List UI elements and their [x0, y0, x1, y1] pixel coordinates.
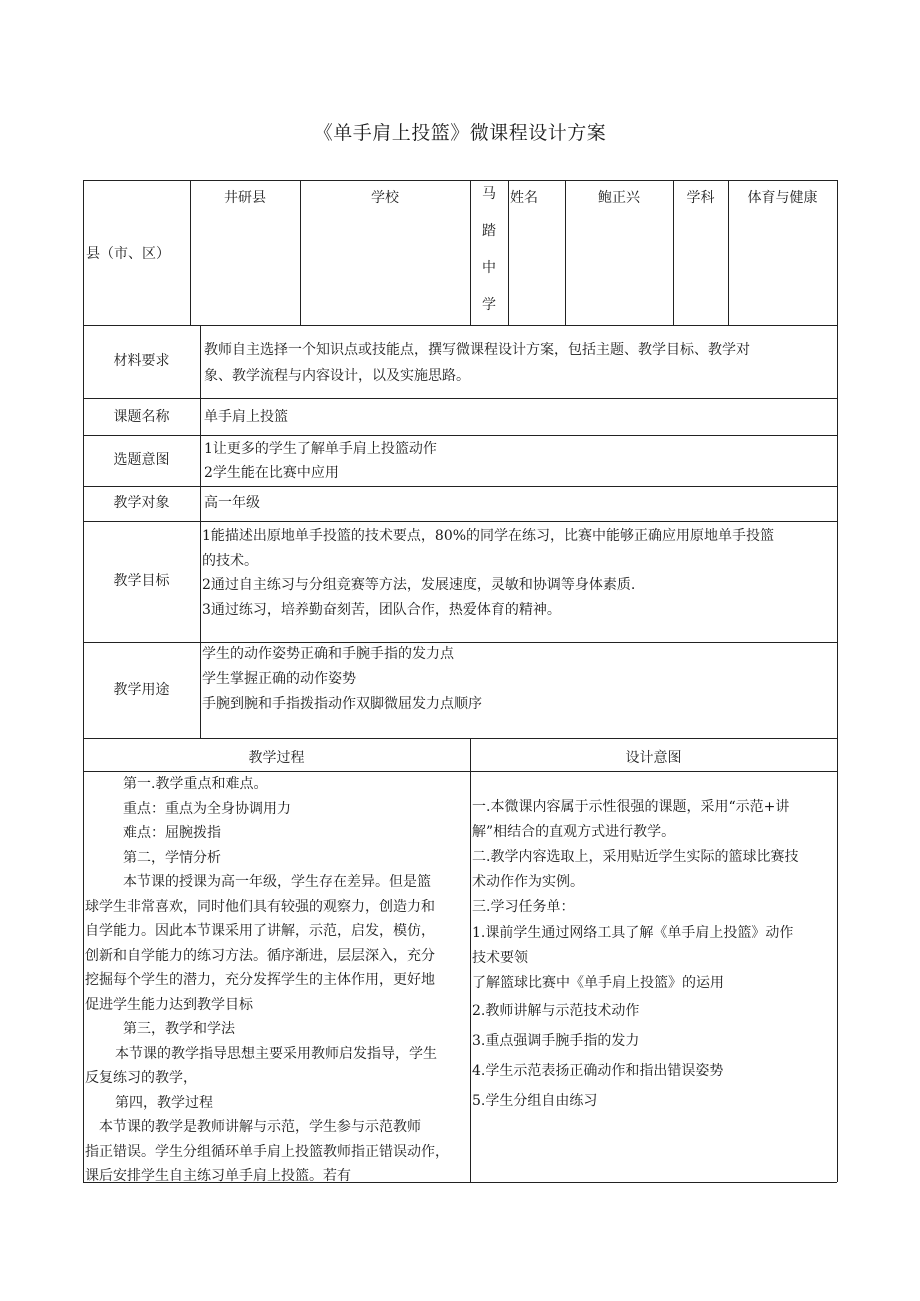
text-line: 解”相结合的直观方式进行教学。 — [472, 824, 676, 840]
text-line: 了解篮球比赛中《单手肩上投篮》的运用 — [472, 975, 724, 991]
text-line: 学生的动作姿势正确和手腕手指的发力点 — [202, 646, 454, 662]
text-line: 一.本微课内容属于示性很强的课题，采用“示范+讲 — [472, 799, 790, 815]
page-title: 《单手肩上投篮》微课程设计方案 — [313, 122, 607, 144]
material-text — [204, 337, 834, 389]
school-value-char: 中 — [482, 260, 496, 276]
text-line: 本节课的授课为高一年级，学生存在差异。但是篮 — [123, 874, 431, 890]
text-line: 2.教师讲解与示范技术动作 — [472, 1003, 640, 1019]
text-line: 的技术。 — [202, 552, 258, 569]
text-line: 3.重点强调手腕手指的发力 — [472, 1033, 640, 1049]
name-label: 姓名 — [510, 190, 538, 206]
text-line: 二.教学内容选取上，采用贴近学生实际的篮球比赛技 — [472, 849, 799, 865]
subject-label: 学科 — [686, 190, 715, 206]
text-line: 1能描述出原地单手投篮的技术要点，80%的同学在练习，比赛中能够正确应用原地单手投篮 — [202, 528, 775, 544]
text-line: 2通过自主练习与分组竞赛等方法，发展速度，灵敏和协调等身体素质. — [202, 577, 636, 593]
intent-text — [204, 437, 834, 485]
goals-label: 教学目标 — [113, 573, 170, 589]
audience-label: 教学对象 — [113, 495, 170, 511]
name-value: 鲍正兴 — [598, 190, 640, 206]
text-line: 创新和自学能力的练习方法。循序渐进，层层深入，充分 — [85, 947, 435, 964]
text-line: 三.学习任务单： — [472, 899, 575, 915]
text-line: 挖掘每个学生的潜力，充分发挥学生的主体作用，更好地 — [85, 972, 435, 988]
school-value-char: 学 — [482, 297, 496, 313]
text-line: 术动作作为实例。 — [472, 874, 584, 890]
text-line: 本节课的教学指导思想主要采用教师启发指导，学生 — [115, 1045, 437, 1062]
text-line: 重点：重点为全身协调用力 — [123, 800, 291, 817]
text-line: 球学生非常喜欢，同时他们具有较强的观察力，创造力和 — [85, 898, 435, 915]
text-line: 2学生能在比赛中应用 — [204, 465, 339, 481]
text-line: 难点：屈腕拨指 — [123, 825, 221, 841]
text-line: 学生掌握正确的动作姿势 — [202, 671, 356, 687]
school-value-char: 踏 — [482, 223, 496, 239]
text-line: 反复练习的教学， — [85, 1070, 197, 1086]
process-text — [85, 772, 469, 1189]
goals-text — [202, 524, 836, 622]
audience-value: 高一年级 — [204, 495, 260, 511]
school-value-char: 马 — [482, 186, 496, 202]
use-text — [202, 642, 836, 717]
county-value: 井研县 — [224, 190, 266, 206]
text-line: 教师自主选择一个知识点或技能点，撰写微课程设计方案，包括主题、教学目标、教学对 — [204, 342, 750, 358]
text-line: 第二，学情分析 — [123, 849, 221, 866]
text-line: 第一.教学重点和难点。 — [123, 776, 268, 792]
county-label: 县（市、区） — [86, 246, 170, 262]
text-line: 1让更多的学生了解单手肩上投篮动作 — [204, 441, 437, 457]
subject-value: 体育与健康 — [747, 190, 818, 206]
design-intent-text — [472, 795, 836, 1116]
text-line: 指正错误。学生分组循环单手肩上投篮教师指正错误动作， — [85, 1143, 449, 1160]
text-line: 自学能力。因此本节课采用了讲解，示范，启发，模仿， — [85, 923, 435, 939]
text-line: 本节课的教学是教师讲解与示范，学生参与示范教师 — [99, 1119, 421, 1135]
text-line: 1.课前学生通过网络工具了解《单手肩上投篮》动作 — [472, 925, 794, 941]
text-line: 技术要领 — [472, 950, 528, 966]
intent-label: 选题意图 — [113, 452, 170, 468]
school-label: 学校 — [371, 190, 399, 206]
text-line: 5.学生分组自由练习 — [472, 1093, 598, 1109]
text-line: 课后安排学生自主练习单手肩上投篮。若有 — [85, 1168, 351, 1184]
process-header: 教学过程 — [248, 750, 305, 766]
text-line: 手腕到腕和手指拨指动作双脚微屈发力点顺序 — [202, 696, 482, 712]
text-line: 促进学生能力达到教学目标 — [85, 996, 253, 1013]
text-line: 象、教学流程与内容设计，以及实施思路。 — [204, 368, 470, 384]
text-line: 3通过练习，培养勤奋刻苦，团队合作，热爱体育的精神。 — [202, 601, 561, 618]
use-label: 教学用途 — [113, 682, 170, 698]
intent-header: 设计意图 — [625, 750, 682, 766]
topic-label: 课题名称 — [113, 409, 170, 425]
material-label: 材料要求 — [113, 353, 170, 369]
text-line: 4.学生示范表扬正确动作和指出错误姿势 — [472, 1063, 724, 1079]
topic-value: 单手肩上投篮 — [204, 409, 288, 425]
text-line: 第三，教学和学法 — [123, 1021, 235, 1037]
school-value — [470, 180, 508, 319]
text-line: 第四，教学过程 — [115, 1094, 213, 1111]
